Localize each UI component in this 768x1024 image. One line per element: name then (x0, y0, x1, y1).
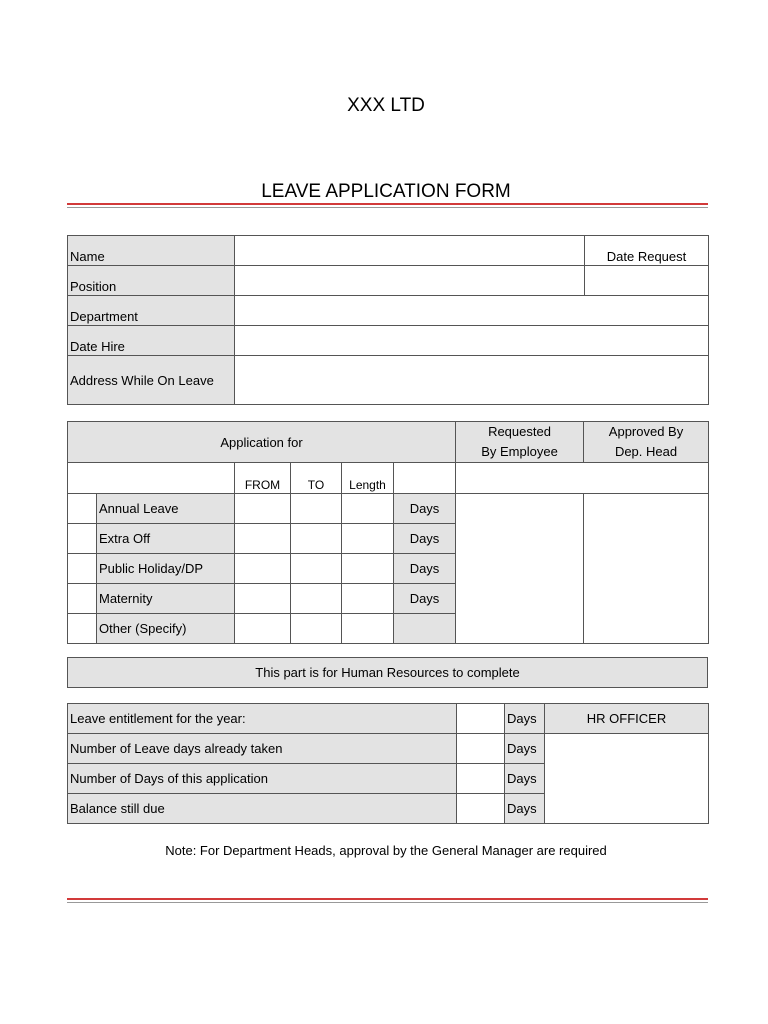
maternity-to-field[interactable] (291, 584, 342, 614)
department-label: Department (68, 296, 235, 326)
footer-rule (67, 898, 708, 900)
approved-line1: Approved By (608, 424, 684, 439)
company-name: XXX LTD (347, 95, 425, 116)
maternity-from-field[interactable] (235, 584, 291, 614)
annual-to-field[interactable] (291, 494, 342, 524)
unit-header-blank (394, 463, 456, 494)
subheader-blank (68, 463, 235, 494)
other-length-field[interactable] (342, 614, 394, 644)
public-holiday-length-field[interactable] (342, 554, 394, 584)
date-hire-field[interactable] (235, 326, 709, 356)
position-label: Position (68, 266, 235, 296)
hr-balance-unit: Days (505, 794, 545, 824)
name-field[interactable] (235, 236, 585, 266)
annual-days-unit: Days (394, 494, 456, 524)
hr-balance-label: Balance still due (68, 794, 457, 824)
public-holiday-from-field[interactable] (235, 554, 291, 584)
hr-application-days-field[interactable] (457, 764, 505, 794)
position-field[interactable] (235, 266, 585, 296)
employee-details-table (67, 235, 709, 405)
leave-type-other: Other (Specify) (97, 614, 235, 644)
date-hire-label: Date Hire (68, 326, 235, 356)
extra-off-length-field[interactable] (342, 524, 394, 554)
address-field[interactable] (235, 356, 709, 405)
maternity-days-unit: Days (394, 584, 456, 614)
leave-type-annual: Annual Leave (97, 494, 235, 524)
leave-type-maternity: Maternity (97, 584, 235, 614)
approved-line2: Dep. Head (614, 444, 678, 459)
date-request-label: Date Request (585, 236, 709, 266)
department-field[interactable] (235, 296, 709, 326)
annual-leave-checkbox[interactable] (68, 494, 97, 524)
hr-taken-unit: Days (505, 734, 545, 764)
hr-banner-table (67, 657, 708, 688)
requested-line1: Requested (488, 424, 551, 439)
requested-line2: By Employee (481, 444, 558, 459)
public-holiday-days-unit: Days (394, 554, 456, 584)
requested-by-employee-field[interactable] (456, 494, 584, 644)
leave-type-public-holiday: Public Holiday/DP (97, 554, 235, 584)
name-label: Name (68, 236, 235, 266)
requested-by-employee-header (456, 422, 584, 463)
from-header: FROM (235, 463, 291, 494)
other-from-field[interactable] (235, 614, 291, 644)
public-holiday-to-field[interactable] (291, 554, 342, 584)
annual-from-field[interactable] (235, 494, 291, 524)
title-rule (67, 203, 708, 205)
hr-entitlement-label: Leave entitlement for the year: (68, 704, 457, 734)
hr-entitlement-field[interactable] (457, 704, 505, 734)
other-to-field[interactable] (291, 614, 342, 644)
other-checkbox[interactable] (68, 614, 97, 644)
address-label: Address While On Leave (68, 356, 235, 405)
date-request-field[interactable] (585, 266, 709, 296)
extra-off-checkbox[interactable] (68, 524, 97, 554)
hr-banner: This part is for Human Resources to complete (68, 658, 708, 688)
extra-off-from-field[interactable] (235, 524, 291, 554)
extra-off-days-unit: Days (394, 524, 456, 554)
application-for-header: Application for (68, 422, 456, 463)
hr-balance-field[interactable] (457, 794, 505, 824)
approved-by-dep-head-field[interactable] (584, 494, 709, 644)
hr-entitlement-unit: Days (505, 704, 545, 734)
extra-off-to-field[interactable] (291, 524, 342, 554)
to-header: TO (291, 463, 342, 494)
other-days-unit (394, 614, 456, 644)
hr-application-days-unit: Days (505, 764, 545, 794)
hr-taken-label: Number of Leave days already taken (68, 734, 457, 764)
leave-type-extra-off: Extra Off (97, 524, 235, 554)
hr-officer-signature-field[interactable] (545, 734, 709, 824)
leave-application-table (67, 421, 709, 644)
maternity-length-field[interactable] (342, 584, 394, 614)
form-title: LEAVE APPLICATION FORM (261, 181, 511, 202)
length-header: Length (342, 463, 394, 494)
public-holiday-checkbox[interactable] (68, 554, 97, 584)
footer-note: Note: For Department Heads, approval by the General Manager are required (165, 843, 607, 858)
hr-table (67, 703, 709, 824)
footer-rule-thin (67, 902, 708, 903)
title-rule-thin (67, 207, 708, 208)
maternity-checkbox[interactable] (68, 584, 97, 614)
approved-by-dep-head-header (584, 422, 709, 463)
hr-officer-header: HR OFFICER (545, 704, 709, 734)
hr-taken-field[interactable] (457, 734, 505, 764)
annual-length-field[interactable] (342, 494, 394, 524)
hr-application-days-label: Number of Days of this application (68, 764, 457, 794)
approval-subheader-blank (456, 463, 709, 494)
